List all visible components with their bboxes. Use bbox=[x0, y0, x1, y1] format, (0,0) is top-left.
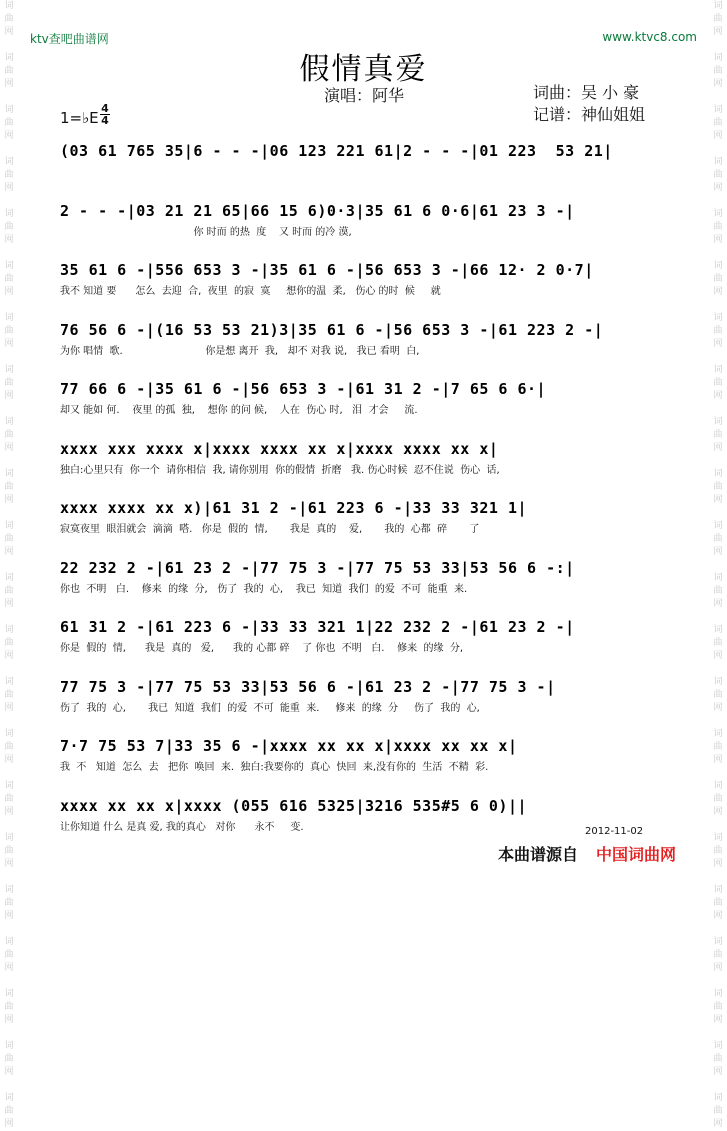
notation-line: xxxx xxx xxxx x|xxxx xxxx xx x|xxxx xxxx xx x| bbox=[60, 439, 499, 458]
score-row bbox=[60, 735, 666, 775]
score-row bbox=[60, 557, 666, 597]
notation-line: 61 31 2 -|61 223 6 -|33 33 321 1|22 232 2 -|61 23 2 -| bbox=[60, 618, 575, 636]
lyric-line: 为你 唱情 歌. 你是想 离开 我, 却不 对我 说, 我已 看明 白, bbox=[60, 345, 420, 357]
score-row bbox=[60, 200, 666, 240]
lyric-line: 却又 能如 何. 夜里 的孤 独, 想你 的问 候, 人在 伤心 时, 泪 才会 流. bbox=[60, 405, 418, 416]
footer-date: 2012-11-02 bbox=[585, 826, 644, 837]
score-row bbox=[60, 259, 666, 299]
notation-line: 7·7 75 53 7|33 35 6 -|xxxx xx xx x|xxxx xx xx x| bbox=[60, 737, 518, 755]
notation-line: 77 66 6 -|35 61 6 -|56 653 3 -|61 31 2 -|7 65 6 6·| bbox=[60, 380, 547, 398]
score-row bbox=[60, 497, 666, 537]
lyric-line: 我 不 知道 怎么 去 把你 唤回 来. 独白:我要你的 真心 快回 来,没有你的 生活 不精 彩. bbox=[60, 762, 489, 773]
lyric-line: 我不 知道 要 怎么 去迎 合, 夜里 的寂 寞 想你的温 柔, 伤心 的时 候 就 bbox=[60, 286, 441, 297]
lyricist-credit: 词曲：吴 小 豪 bbox=[533, 83, 640, 102]
notation-line: xxxx xx xx x|xxxx (055 616 5325|3216 535#5 6 0)|| bbox=[60, 796, 528, 815]
lyric-line: 让你知道 什么 是真 爱, 我的真心 对你 永不 变. bbox=[60, 821, 304, 833]
notation-line: xxxx xxxx xx x)|61 31 2 -|61 223 6 -|33 33 321 1| bbox=[60, 499, 528, 517]
score-row bbox=[60, 140, 666, 180]
notation-line: (03 61 765 35|6 - - -|06 123 221 61|2 - - -|01 223 53 21| bbox=[60, 142, 613, 160]
lyric-line bbox=[60, 166, 666, 180]
score-row bbox=[60, 438, 666, 478]
time-signature bbox=[100, 103, 110, 126]
lyric-line: 你也 不明 白. 修来 的缘 分, 伤了 我的 心, 我已 知道 我们 的爱 不可 能重 来. bbox=[60, 583, 468, 595]
notation-line: 76 56 6 -|(16 53 53 21)3|35 61 6 -|56 653 3 -|61 223 2 -| bbox=[60, 320, 604, 339]
notation-line: 35 61 6 -|556 653 3 -|35 61 6 -|56 653 3 -|66 12· 2 0·7| bbox=[60, 261, 594, 279]
footer-source-site[interactable]: 中国词曲网 bbox=[596, 845, 677, 864]
lyric-line: 你 时而 的热 度 又 时而 的冷 漠, bbox=[60, 226, 352, 238]
notation-line: 22 232 2 -|61 23 2 -|77 75 3 -|77 75 53 33|53 56 6 -:| bbox=[60, 558, 575, 577]
lyric-line: 独白:心里只有 你一个 请你相信 我, 请你别用 你的假情 折磨 我. 伤心时候 忍不住说 伤心 话, bbox=[60, 464, 500, 476]
watermark-right: 词曲网 词曲网 词曲网 词曲网 词曲网 词曲网 词曲网 词曲网 词曲网 词曲网 词曲网 词曲网 词曲网 词曲网 词曲网 词曲网 词曲网 词曲网 词曲网 词曲网 词曲网 词曲网 bbox=[713, 1, 723, 1129]
lyric-line: 伤了 我的 心, 我已 知道 我们 的爱 不可 能重 来. 修来 的缘 分 伤了 我的 心, bbox=[60, 702, 480, 714]
header-right-site[interactable]: www.ktvc8.com bbox=[602, 30, 697, 44]
notation-line: 77 75 3 -|77 75 53 33|53 56 6 -|61 23 2 -|77 75 3 -| bbox=[60, 677, 556, 696]
transcriber-credit: 记谱：神仙姐姐 bbox=[533, 105, 646, 124]
score-row bbox=[60, 795, 666, 835]
watermark-left: 词曲网 词曲网 词曲网 词曲网 词曲网 词曲网 词曲网 词曲网 词曲网 词曲网 词曲网 词曲网 词曲网 词曲网 词曲网 词曲网 词曲网 词曲网 词曲网 词曲网 词曲网 词曲网 bbox=[4, 1, 14, 1129]
score-row bbox=[60, 319, 666, 359]
score-row bbox=[60, 676, 666, 716]
score-row bbox=[60, 616, 666, 656]
score-row bbox=[60, 378, 666, 418]
performer-credit: 演唱：阿华 bbox=[324, 86, 405, 105]
lyric-line: 寂寞夜里 眼泪就会 滴滴 嗒. 你是 假的 情, 我是 真的 爱, 我的 心都 碎 了 bbox=[60, 524, 480, 535]
key-signature: 1=♭E bbox=[60, 109, 99, 127]
footer-source-label: 本曲谱源自 bbox=[498, 845, 579, 864]
song-title: 假情真爱 bbox=[299, 52, 428, 87]
lyric-line: 你是 假的 情, 我是 真的 爱, 我的 心都 碎 了 你也 不明 白. 修来 的缘 分, bbox=[60, 643, 464, 654]
header-left-site[interactable]: ktv查吧曲谱网 bbox=[30, 32, 109, 46]
time-signature-bottom: 4 bbox=[101, 114, 109, 127]
notation-line: 2 - - -|03 21 21 65|66 15 6)0·3|35 61 6 0·6|61 23 3 -| bbox=[60, 201, 575, 220]
footer-source[interactable] bbox=[498, 842, 676, 865]
time-signature-top: 4 bbox=[101, 102, 109, 115]
